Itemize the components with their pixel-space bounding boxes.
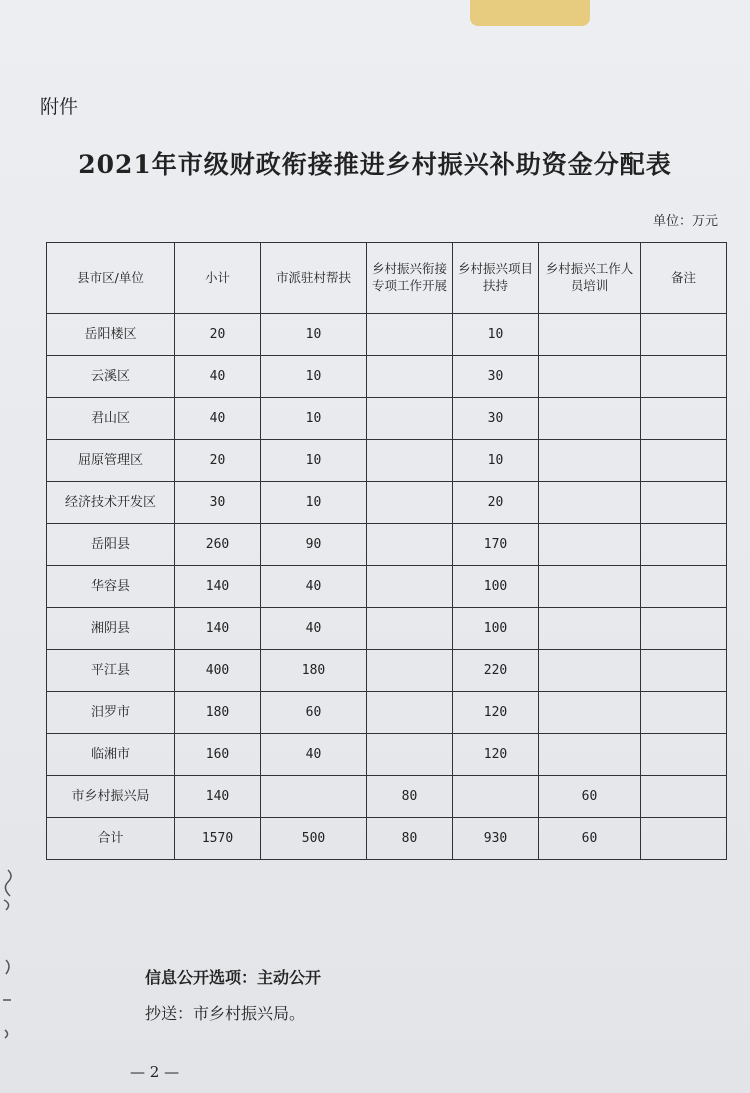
value-cell xyxy=(539,608,641,650)
column-header: 备注 xyxy=(641,243,727,314)
value-cell: 80 xyxy=(367,776,453,818)
value-cell: 1570 xyxy=(175,818,261,860)
value-cell xyxy=(367,650,453,692)
table-header-row xyxy=(47,243,727,314)
row-label-cell: 湘阴县 xyxy=(47,608,175,650)
table-header xyxy=(47,243,727,314)
table-row xyxy=(47,776,727,818)
table-body xyxy=(47,314,727,860)
value-cell: 60 xyxy=(539,818,641,860)
table-row xyxy=(47,734,727,776)
value-cell: 120 xyxy=(453,734,539,776)
row-label-cell: 云溪区 xyxy=(47,356,175,398)
cc-line: 抄送：市乡村振兴局。 xyxy=(145,1004,306,1023)
value-cell xyxy=(367,734,453,776)
value-cell: 10 xyxy=(261,398,367,440)
value-cell: 20 xyxy=(175,440,261,482)
value-cell xyxy=(367,524,453,566)
value-cell: 80 xyxy=(367,818,453,860)
column-header: 乡村振兴项目扶持 xyxy=(453,243,539,314)
row-label-cell: 屈原管理区 xyxy=(47,440,175,482)
row-label-cell: 市乡村振兴局 xyxy=(47,776,175,818)
value-cell xyxy=(641,440,727,482)
value-cell xyxy=(641,692,727,734)
value-cell: 170 xyxy=(453,524,539,566)
value-cell: 40 xyxy=(175,356,261,398)
value-cell xyxy=(539,650,641,692)
row-label-cell: 岳阳县 xyxy=(47,524,175,566)
table-row xyxy=(47,356,727,398)
value-cell: 40 xyxy=(261,566,367,608)
value-cell: 930 xyxy=(453,818,539,860)
value-cell xyxy=(641,650,727,692)
value-cell: 400 xyxy=(175,650,261,692)
value-cell: 30 xyxy=(175,482,261,524)
value-cell xyxy=(367,608,453,650)
table-row xyxy=(47,482,727,524)
value-cell xyxy=(367,314,453,356)
value-cell: 10 xyxy=(453,440,539,482)
value-cell: 260 xyxy=(175,524,261,566)
column-header: 乡村振兴工作人员培训 xyxy=(539,243,641,314)
value-cell xyxy=(367,356,453,398)
page-title: 2021年市级财政衔接推进乡村振兴补助资金分配表 xyxy=(78,150,672,179)
value-cell: 160 xyxy=(175,734,261,776)
value-cell: 20 xyxy=(453,482,539,524)
column-header: 乡村振兴衔接专项工作开展 xyxy=(367,243,453,314)
value-cell: 10 xyxy=(261,356,367,398)
disclosure-option: 信息公开选项：主动公开 xyxy=(145,968,322,987)
value-cell xyxy=(367,482,453,524)
value-cell: 10 xyxy=(261,314,367,356)
value-cell xyxy=(539,482,641,524)
row-label-cell: 汨罗市 xyxy=(47,692,175,734)
value-cell xyxy=(641,398,727,440)
page-number: — 2 — xyxy=(130,1063,180,1081)
row-label-cell: 合计 xyxy=(47,818,175,860)
value-cell xyxy=(641,776,727,818)
value-cell: 180 xyxy=(261,650,367,692)
value-cell: 140 xyxy=(175,608,261,650)
table-row xyxy=(47,566,727,608)
table-row xyxy=(47,818,727,860)
attachment-label: 附件 xyxy=(40,96,79,118)
table-row xyxy=(47,608,727,650)
value-cell xyxy=(539,692,641,734)
value-cell xyxy=(261,776,367,818)
table-row xyxy=(47,650,727,692)
table-row xyxy=(47,398,727,440)
value-cell: 180 xyxy=(175,692,261,734)
value-cell xyxy=(539,356,641,398)
value-cell: 40 xyxy=(261,734,367,776)
sticky-tab xyxy=(470,0,590,26)
value-cell xyxy=(641,566,727,608)
value-cell: 100 xyxy=(453,566,539,608)
value-cell: 10 xyxy=(261,440,367,482)
row-label-cell: 君山区 xyxy=(47,398,175,440)
value-cell: 140 xyxy=(175,776,261,818)
value-cell: 60 xyxy=(539,776,641,818)
column-header: 小计 xyxy=(175,243,261,314)
row-label-cell: 经济技术开发区 xyxy=(47,482,175,524)
value-cell xyxy=(641,524,727,566)
value-cell xyxy=(539,566,641,608)
value-cell: 10 xyxy=(261,482,367,524)
value-cell: 20 xyxy=(175,314,261,356)
table-row xyxy=(47,314,727,356)
value-cell xyxy=(641,818,727,860)
value-cell xyxy=(539,524,641,566)
value-cell: 90 xyxy=(261,524,367,566)
unit-label: 单位：万元 xyxy=(652,214,718,229)
value-cell: 10 xyxy=(453,314,539,356)
value-cell xyxy=(539,734,641,776)
value-cell xyxy=(641,314,727,356)
value-cell: 100 xyxy=(453,608,539,650)
value-cell xyxy=(453,776,539,818)
table-row xyxy=(47,440,727,482)
value-cell: 30 xyxy=(453,398,539,440)
table-row xyxy=(47,692,727,734)
value-cell xyxy=(367,692,453,734)
row-label-cell: 华容县 xyxy=(47,566,175,608)
margin-scribble xyxy=(0,860,16,1060)
value-cell xyxy=(641,734,727,776)
value-cell xyxy=(641,482,727,524)
value-cell: 40 xyxy=(175,398,261,440)
value-cell xyxy=(367,398,453,440)
column-header: 市派驻村帮扶 xyxy=(261,243,367,314)
value-cell: 220 xyxy=(453,650,539,692)
value-cell: 120 xyxy=(453,692,539,734)
value-cell xyxy=(367,440,453,482)
table-row xyxy=(47,524,727,566)
row-label-cell: 平江县 xyxy=(47,650,175,692)
allocation-table xyxy=(46,242,727,860)
value-cell xyxy=(539,440,641,482)
value-cell xyxy=(539,398,641,440)
row-label-cell: 临湘市 xyxy=(47,734,175,776)
value-cell: 140 xyxy=(175,566,261,608)
column-header: 县市区/单位 xyxy=(47,243,175,314)
row-label-cell: 岳阳楼区 xyxy=(47,314,175,356)
value-cell xyxy=(641,356,727,398)
value-cell: 500 xyxy=(261,818,367,860)
value-cell xyxy=(367,566,453,608)
value-cell: 30 xyxy=(453,356,539,398)
value-cell xyxy=(539,314,641,356)
value-cell xyxy=(641,608,727,650)
value-cell: 40 xyxy=(261,608,367,650)
value-cell: 60 xyxy=(261,692,367,734)
